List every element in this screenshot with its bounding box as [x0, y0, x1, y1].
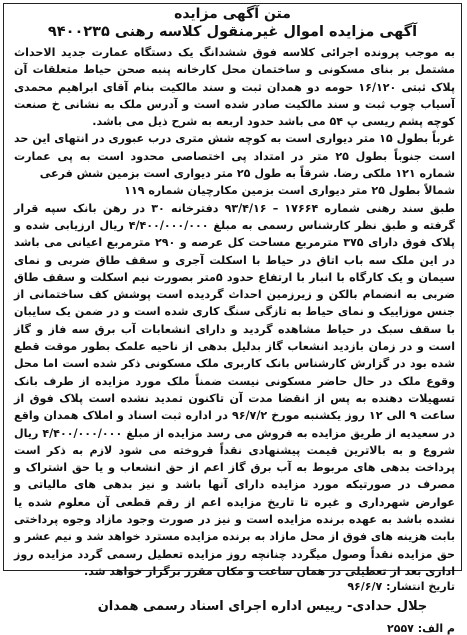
- paragraph-auction-terms: طبق سند رهنی شماره ۱۷۶۶۴ – ۹۳/۴/۱۶ دفترخانه ۳۰ در رهن بانک سپه قرار گرفته و طبق نظر کارشناس رسمی به مبلغ ۴/۴۰۰/۰۰۰/۰۰۰ ریال ارزیابی شده و پلاک فوق دارای ۳۷۵ مترمربع مساحت کل عرصه و ۲۹۰ مترمربع اعیانی می باشد در این ملک سه باب اتاق در حیاط با اسکلت آجری و سقف طاق ضربی و نمای سیمان و یک کارگاه با انبار با ارتفاع حدود ۵متر بصورت نیم اسکلت و سقف طاق ضربی به انضمام بالکن و زیرزمین احداث گردیده است پوشش کف ساختمانی از جنس موزاییک و نمای حیاط به تازگی سنگ کاری شده است و در ضمن یک سایبان با سقف سبک در حیاط مشاهده گردید و دارای انشعابات آب برق سه فاز و گاز است و در زمان بازدید انشعاب گاز بدلیل بدهی از ناحیه علمک بطور موقت قطع شده بود در گزارش کارشناس بانک کاربری ملک مسکونی ذکر شده است اما محل وقوع ملک در حال حاضر مسکونی نیست ضمناً ملک مورد مزایده از طرف بانک تسهیلات دهنده به پس از انقضا مدت آن تاکنون تمدید نشده است پلاک فوق از ساعت ۹ الی ۱۲ روز یکشنبه مورخ ۹۶/۷/۲ در اداره ثبت اسناد و املاک همدان واقع در سعیدیه از طریق مزایده به فروش می رسد مزایده از مبلغ ۴/۴۰۰/۰۰۰/۰۰۰ ریال شروع و به بالاترین قیمت پیشنهادی نقداً فروخته می شود لازم به ذکر است پرداخت بدهی های مربوط به آب برق گاز اعم از حق انشعاب و یا حق اشتراک و مصرف در صورتیکه مورد مزایده دارای آنها باشد و نیز بدهی های مالیاتی و عوارض شهرداری و غیره تا تاریخ مزایده اعم از رقم قطعی آن معلوم شده یا نشده باشد به عهده برنده مزایده است و نیز در صورت وجود مازاد وجوه پرداختی بابت هزینه های فوق از محل مازاد به برنده مزایده مسترد خواهد شد و نیم عشر و حق مزایده نقداً وصول میگردد چنانچه روز مزایده تعطیل رسمی گردد مزایده روز اداری بعد از تعطیلی در همان ساعت و مکان مقرر برگزار خواهد شد.: [14, 201, 455, 578]
- reference-number: م الف: ۲۵۵۷: [387, 622, 455, 635]
- notice-page: [6, 4, 459, 635]
- notice-subtitle: آگهی مزایده اموال غیرمنقول کلاسه رهنی ۹۴۰۰۲۳۵: [47, 24, 418, 40]
- paragraph-north-boundary: شمالاً بطول ۲۵ متر دیواری است بزمین مکارچیان شماره ۱۱۹: [124, 184, 455, 198]
- notice-title: متن آگهی مزایده: [174, 6, 291, 22]
- publish-date: تاریخ انتشار: ۹۶/۶/۷: [347, 580, 455, 594]
- signature: جلال حدادی- رییس اداره اجرای اسناد رسمی همدان: [97, 599, 428, 615]
- paragraph-boundaries: غرباً بطول ۱۵ متر دیواری است به کوچه شش متری درب عبوری در انتهای این حد است جنوباً بطول ۲۵ متر در امتداد پی اختصاصی محدود است به پی عمارت شماره ۱۲۱ ملکی رضا. شرقاً به طول ۲۵ متر دیواری است بزمین شش فرعی: [14, 132, 456, 181]
- paragraph-property-description: به موجب پرونده اجرائی کلاسه فوق ششدانگ یک دستگاه عمارت جدید الاحداث مشتمل بر بنای مسکونی و ساختمان محل کارخانه پنبه صحن حیاط متعلقات آن پلاک ثبتی ۱۶/۱۲۰ حومه دو همدان ثبت و سند مالکیت بنام آقای ابراهیم محمدی آسیاب چوب ثبت و سند مالکیت صادر شده است و آدرس ملک به نشانی خ صنعت کوچه پشم ریسی پ ۵۴ می باشد حدود اربعه به شرح ذیل می باشد.: [14, 46, 455, 129]
- notice-body: [6, 44, 459, 580]
